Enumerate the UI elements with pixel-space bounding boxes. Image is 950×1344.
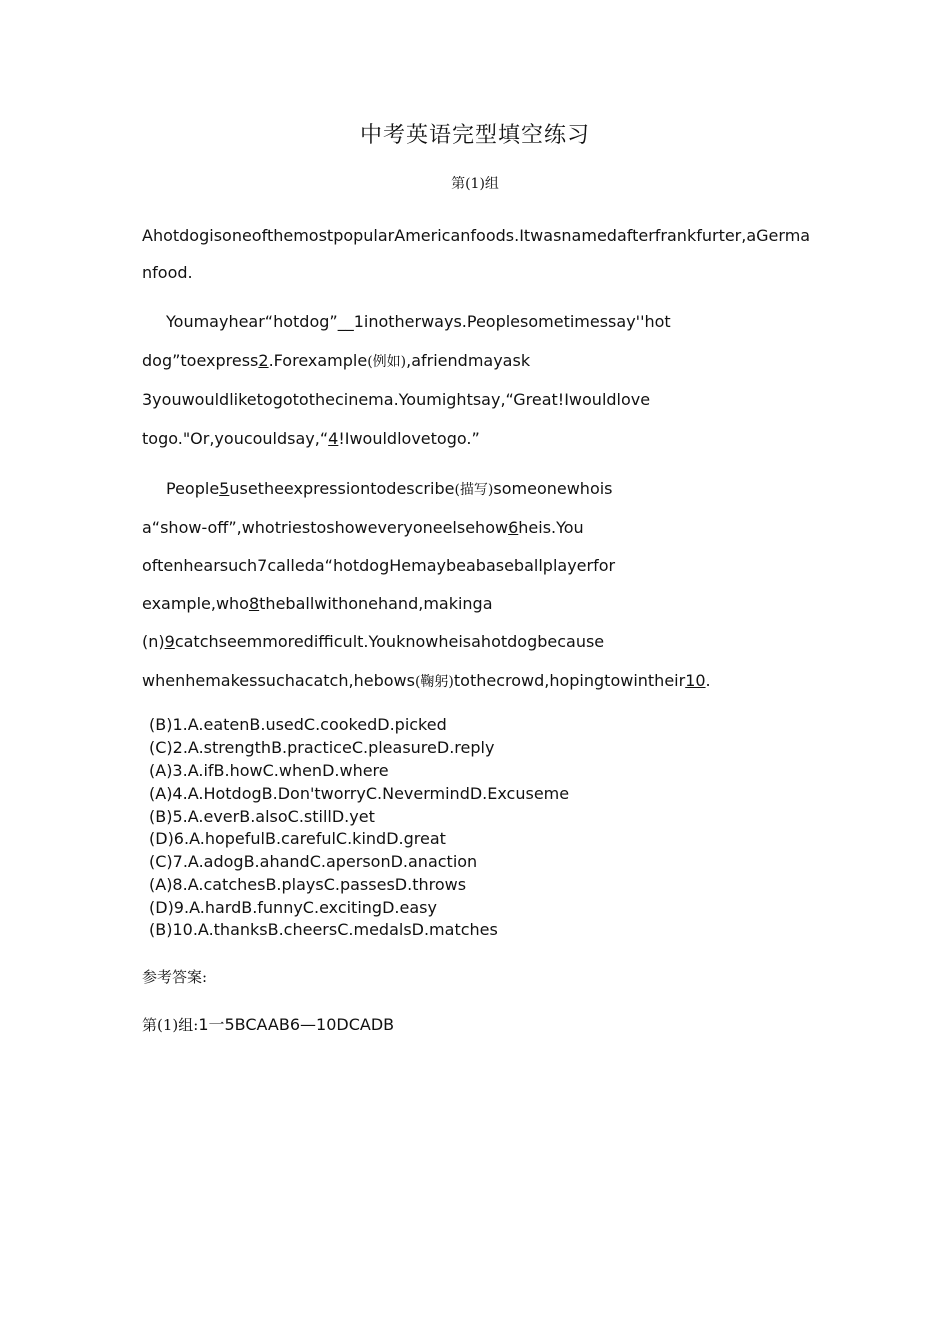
option-row-6: (D)6.A.hopefulB.carefulC.kindD.great	[149, 829, 446, 848]
para1-line-4: togo."Or,youcouldsay,“4!Iwouldlovetogo.”	[142, 429, 480, 448]
para2-line-2: a“show-off”,whotriestoshoweveryoneelsehow6heis.You	[142, 518, 584, 537]
blank-6: 6	[508, 518, 519, 537]
option-row-9: (D)9.A.hardB.funnyC.excitingD.easy	[149, 898, 437, 917]
intro-line-1: AhotdogisoneofthemostpopularAmericanfoods.Itwasnamedafterfrankfurter,aGerma	[142, 226, 811, 245]
blank-4: 4	[328, 429, 339, 448]
blank-9: 9	[164, 632, 175, 651]
para2-line-1: People5usetheexpressiontodescribe(描写)someonewhois	[166, 479, 613, 498]
option-row-8: (A)8.A.catchesB.playsC.passesD.throws	[149, 875, 467, 894]
blank-5: 5	[219, 479, 230, 498]
blank-2: 2	[258, 351, 269, 370]
blank-8: 8	[248, 594, 260, 613]
para1-line-3: 3youwouldliketogotothecinema.Youmightsay,“Great!Iwouldlove	[142, 390, 651, 409]
page-title: 中考英语完型填空练习	[359, 123, 590, 148]
group-label: 第(1)组	[451, 176, 499, 192]
option-row-4: (A)4.A.HotdogB.Don'tworryC.NevermindD.Excuseme	[149, 784, 570, 803]
option-row-3: (A)3.A.ifB.howC.whenD.where	[149, 761, 389, 780]
answer-key-label: 参考答案:	[142, 968, 208, 986]
option-row-5: (B)5.A.everB.alsoC.stillD.yet	[149, 807, 375, 826]
blank-10: 10	[685, 671, 706, 690]
para2-line-6: whenhemakessuchacatch,hebows(鞠躬)tothecrowd,hopingtowintheir10.	[142, 671, 711, 690]
intro-line-2: nfood.	[142, 263, 193, 282]
option-row-10: (B)10.A.thanksB.cheersC.medalsD.matches	[149, 920, 498, 939]
para2-line-4: example,who8theballwithonehand,makinga	[142, 594, 493, 613]
option-row-7: (C)7.A.adogB.ahandC.apersonD.anaction	[149, 852, 478, 871]
answer-key-line: 第(1)组:1一5BCAAB6—10DCADB	[142, 1015, 395, 1034]
option-row-1: (B)1.A.eatenB.usedC.cookedD.picked	[149, 715, 447, 734]
para1-line-1: Youmayhear“hotdog”__1inotherways.Peoplesometimessay''hot	[166, 312, 671, 331]
option-row-2: (C)2.A.strengthB.practiceC.pleasureD.reply	[149, 738, 495, 757]
para2-line-3: oftenhearsuch7calleda“hotdogHemaybeabaseballplayerfor	[142, 556, 616, 575]
para2-line-5: (n)9catchseemmoredifficult.Youknowheisahotdogbecause	[142, 632, 605, 651]
para1-line-2: dog”toexpress2.Forexample(例如),afriendmayask	[142, 351, 531, 370]
